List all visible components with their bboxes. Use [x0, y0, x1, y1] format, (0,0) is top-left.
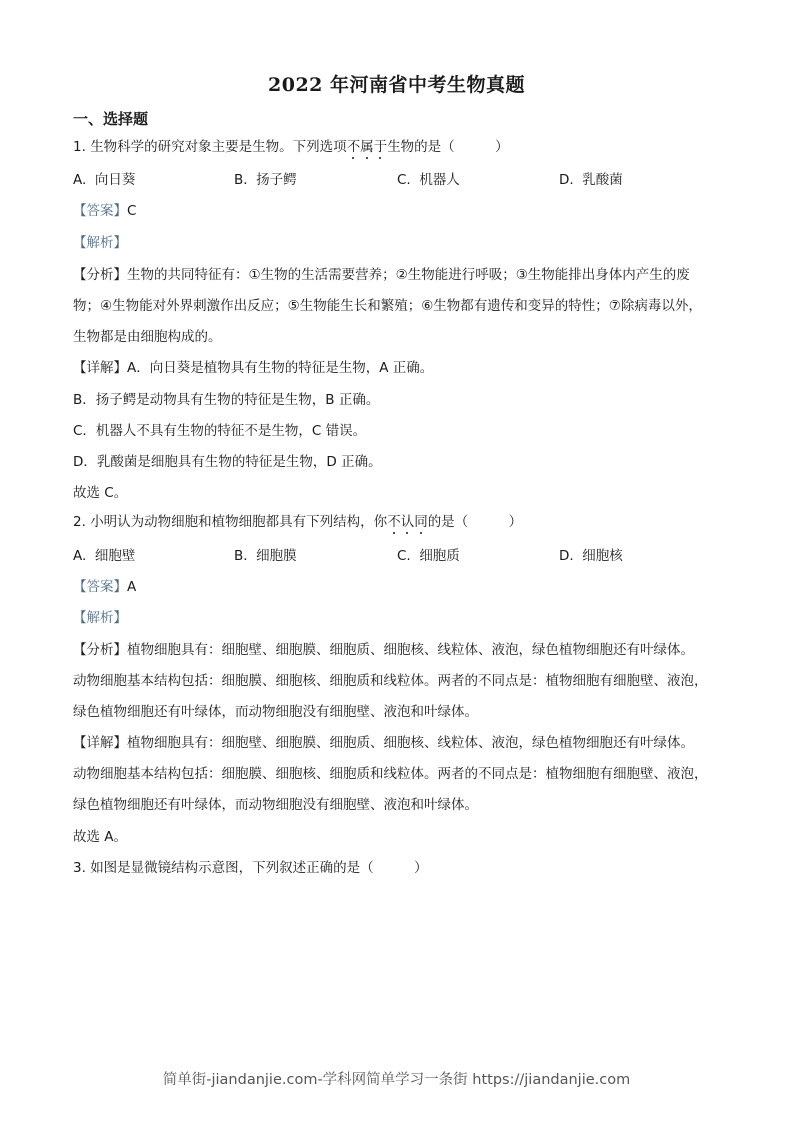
xiangjie-line-1: 【详解】A．向日葵是植物具有生物的特征是生物，A 正确。 [73, 360, 434, 376]
fenxi-line-1: 【分析】生物的共同特征有：①生物的生活需要营养；②生物能进行呼吸；③生物能排出身体内产生的废 [73, 267, 690, 283]
xiangjie-line-2: 动物细胞基本结构包括：细胞膜、细胞核、细胞质和线粒体。两者的不同点是：植物细胞有细胞壁、液泡， [73, 766, 708, 782]
emphasis-char: 同 [414, 514, 428, 530]
xiangjie-line-3: 绿色植物细胞还有叶绿体，而动物细胞没有细胞壁、液泡和叶绿体。 [73, 797, 478, 813]
emphasis-char: 不 [387, 514, 401, 530]
emphasis-char: 于 [373, 139, 388, 155]
fenxi-line-3: 绿色植物细胞还有叶绿体，而动物细胞没有细胞壁、液泡和叶绿体。 [73, 704, 478, 720]
option-a: A. 细胞壁 [73, 548, 136, 564]
answer-value: A [127, 579, 137, 595]
emphasis-char: 不 [346, 139, 361, 155]
analysis-line [73, 609, 127, 627]
analysis-tag: 【解析】 [73, 235, 127, 251]
answer-line [73, 202, 136, 220]
analysis-line [73, 234, 127, 252]
section-heading: 一、选择题 [73, 110, 149, 128]
page-title: 2022 年河南省中考生物真题 [268, 74, 525, 96]
xiangjie-line-3: C．机器人不具有生物的特征不是生物，C 错误。 [73, 423, 367, 439]
analysis-tag: 【解析】 [73, 610, 127, 626]
answer-tag: 【答案】 [73, 579, 127, 595]
fenxi-tag: 【分析】 [73, 267, 127, 283]
xiangjie-tag: 【详解】 [73, 735, 127, 751]
conclusion: 故选 A。 [73, 829, 128, 845]
question-number: 1. [73, 139, 86, 155]
option-d: D. 细胞核 [559, 548, 623, 564]
answer-line [73, 578, 136, 596]
answer-value: C [127, 203, 137, 219]
question-number: 3. [73, 860, 86, 876]
question-number: 2. [73, 514, 86, 530]
xiangjie-tag: 【详解】 [73, 360, 127, 376]
question-3-stem: 3. 如图是显微镜结构示意图，下列叙述正确的是（ ） [73, 860, 428, 876]
answer-tag: 【答案】 [73, 203, 127, 219]
emphasis-char: 属 [360, 139, 374, 155]
option-c: C. 机器人 [397, 172, 460, 188]
xiangjie-line-4: D．乳酸菌是细胞具有生物的特征是生物，D 正确。 [73, 454, 382, 470]
fenxi-line-3: 生物都是由细胞构成的。 [73, 329, 222, 345]
option-b: B. 细胞膜 [234, 548, 297, 564]
xiangjie-line-2: B．扬子鳄是动物具有生物的特征是生物，B 正确。 [73, 392, 380, 408]
fenxi-line-2: 物；④生物能对外界刺激作出反应；⑤生物能生长和繁殖；⑥生物都有遗传和变异的特性；⑦除病毒以外， [73, 298, 702, 314]
option-c: C. 细胞质 [397, 548, 460, 564]
question-2-stem: 2. 小明认为动物细胞和植物细胞都具有下列结构，你不认同的是（ ） [73, 514, 523, 530]
question-1-stem: 1. 生物科学的研究对象主要是生物。下列选项不属于生物的是（ ） [73, 139, 509, 155]
footer-watermark: 简单街-jiandanjie.com-学科网简单学习一条街 https://jiandanjie.com [162, 1072, 631, 1088]
conclusion: 故选 C。 [73, 485, 128, 501]
fenxi-tag: 【分析】 [73, 642, 127, 658]
option-b: B. 扬子鳄 [234, 172, 297, 188]
fenxi-line-2: 动物细胞基本结构包括：细胞膜、细胞核、细胞质和线粒体。两者的不同点是：植物细胞有细胞壁、液泡， [73, 673, 708, 689]
emphasis-char: 认 [400, 514, 415, 530]
option-a: A. 向日葵 [73, 172, 136, 188]
fenxi-line-1: 【分析】植物细胞具有：细胞壁、细胞膜、细胞质、细胞核、线粒体、液泡，绿色植物细胞还有叶绿体。 [73, 642, 694, 658]
xiangjie-line-1: 【详解】植物细胞具有：细胞壁、细胞膜、细胞质、细胞核、线粒体、液泡，绿色植物细胞还有叶绿体。 [73, 735, 694, 751]
option-d: D. 乳酸菌 [559, 172, 623, 188]
